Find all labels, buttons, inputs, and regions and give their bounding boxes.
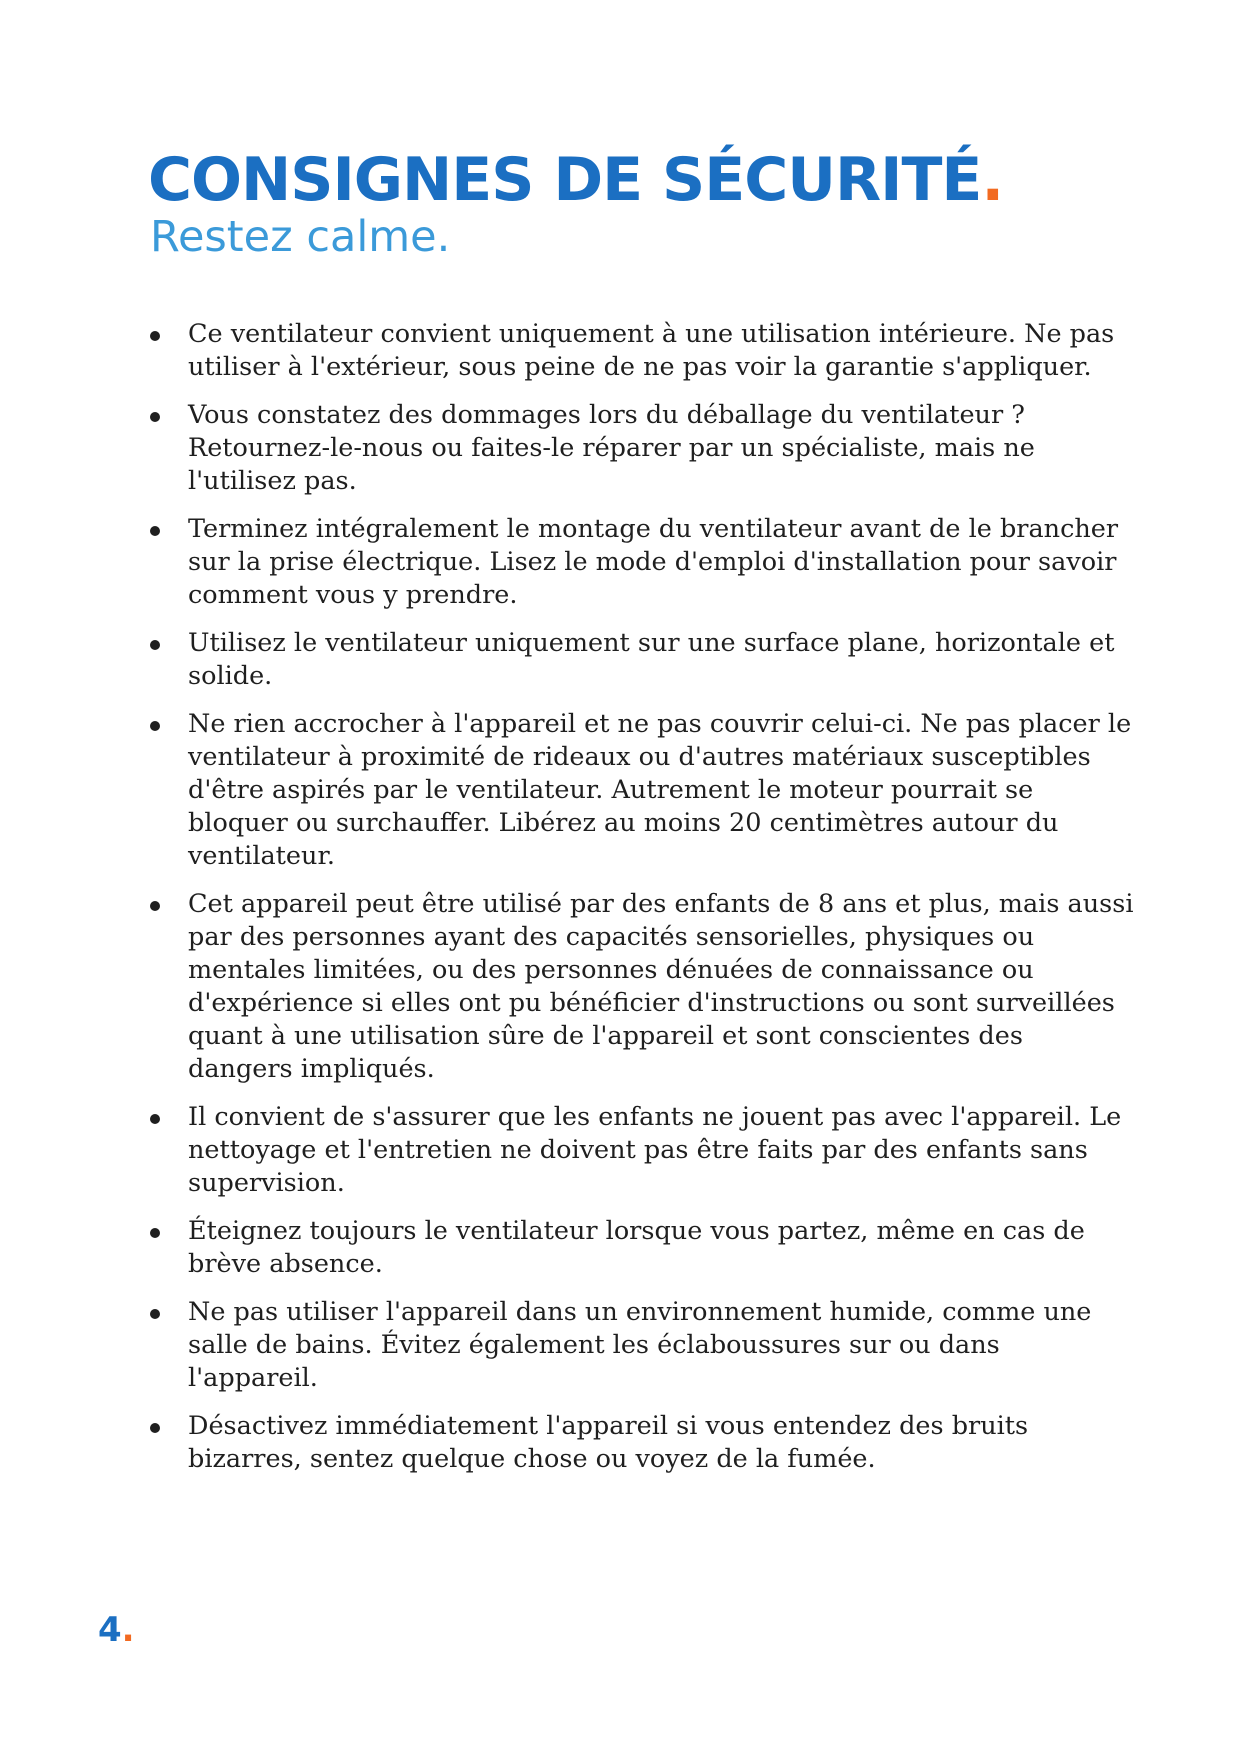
safety-rule-item — [145, 1410, 1135, 1476]
safety-rule-text: Il convient de s'assurer que les enfants ne jouent pas avec l'appareil. Le nettoyage et l'entretien ne doivent pas être faits par des enfants sans supervision. — [188, 1102, 1122, 1198]
safety-rule-item — [145, 888, 1135, 1086]
bullet-icon — [150, 1309, 160, 1319]
bullet-icon — [150, 412, 160, 422]
page-number-accent-dot: . — [121, 1610, 135, 1650]
bullet-icon — [150, 901, 160, 911]
safety-rule-item — [145, 318, 1135, 384]
bullet-icon — [150, 331, 160, 341]
page-title — [148, 145, 1004, 215]
safety-rule-item — [145, 1296, 1135, 1395]
safety-rule-item — [145, 1215, 1135, 1281]
safety-rule-item — [145, 1101, 1135, 1200]
safety-rule-text: Ne pas utiliser l'appareil dans un environnement humide, comme une salle de bains. Évitez également les éclaboussures sur ou dans l'appareil. — [188, 1297, 1092, 1393]
page-subtitle: Restez calme. — [150, 212, 451, 262]
safety-rule-text: Désactivez immédiatement l'appareil si vous entendez des bruits bizarres, sentez quelque chose ou voyez de la fumée. — [188, 1411, 1029, 1474]
bullet-icon — [150, 1228, 160, 1238]
title-accent-dot: . — [981, 145, 1004, 215]
bullet-icon — [150, 1114, 160, 1124]
safety-rule-text: Éteignez toujours le ventilateur lorsque vous partez, même en cas de brève absence. — [188, 1216, 1085, 1279]
safety-rule-item — [145, 708, 1135, 873]
safety-rule-item — [145, 627, 1135, 693]
safety-rule-item — [145, 399, 1135, 498]
safety-rule-text: Ce ventilateur convient uniquement à une utilisation intérieure. Ne pas utiliser à l'extérieur, sous peine de ne pas voir la garantie s'appliquer. — [188, 319, 1115, 382]
bullet-icon — [150, 640, 160, 650]
safety-rule-text: Cet appareil peut être utilisé par des enfants de 8 ans et plus, mais aussi par des personnes ayant des capacités sensorielles, physiques ou mentales limitées, ou des personnes dénuées de connaissance ou d'expérience si elles ont pu bénéficier d'instructions ou sont surveillées quant à une utilisation sûre de l'appareil et sont conscientes des dangers impliqués. — [188, 889, 1134, 1084]
bullet-icon — [150, 721, 160, 731]
page-number-value: 4 — [98, 1610, 122, 1650]
safety-rules-list — [145, 318, 1135, 1491]
safety-rule-text: Terminez intégralement le montage du ventilateur avant de le brancher sur la prise électrique. Lisez le mode d'emploi d'installation pour savoir comment vous y prendre. — [188, 514, 1119, 610]
safety-rule-item — [145, 513, 1135, 612]
safety-rule-text: Vous constatez des dommages lors du déballage du ventilateur ? Retournez-le-nous ou faites-le réparer par un spécialiste, mais ne l'utilisez pas. — [188, 400, 1035, 496]
page-title-text: CONSIGNES DE SÉCURITÉ — [148, 145, 982, 215]
safety-rule-text: Ne rien accrocher à l'appareil et ne pas couvrir celui-ci. Ne pas placer le ventilateur à proximité de rideaux ou d'autres matériaux susceptibles d'être aspirés par le ventilateur. Autrement le moteur pourrait se bloquer ou surchauffer. Libérez au moins 20 centimètres autour du ventilateur. — [188, 709, 1132, 871]
bullet-icon — [150, 526, 160, 536]
page-number — [98, 1610, 135, 1650]
bullet-icon — [150, 1423, 160, 1433]
safety-rule-text: Utilisez le ventilateur uniquement sur une surface plane, horizontale et solide. — [188, 628, 1115, 691]
